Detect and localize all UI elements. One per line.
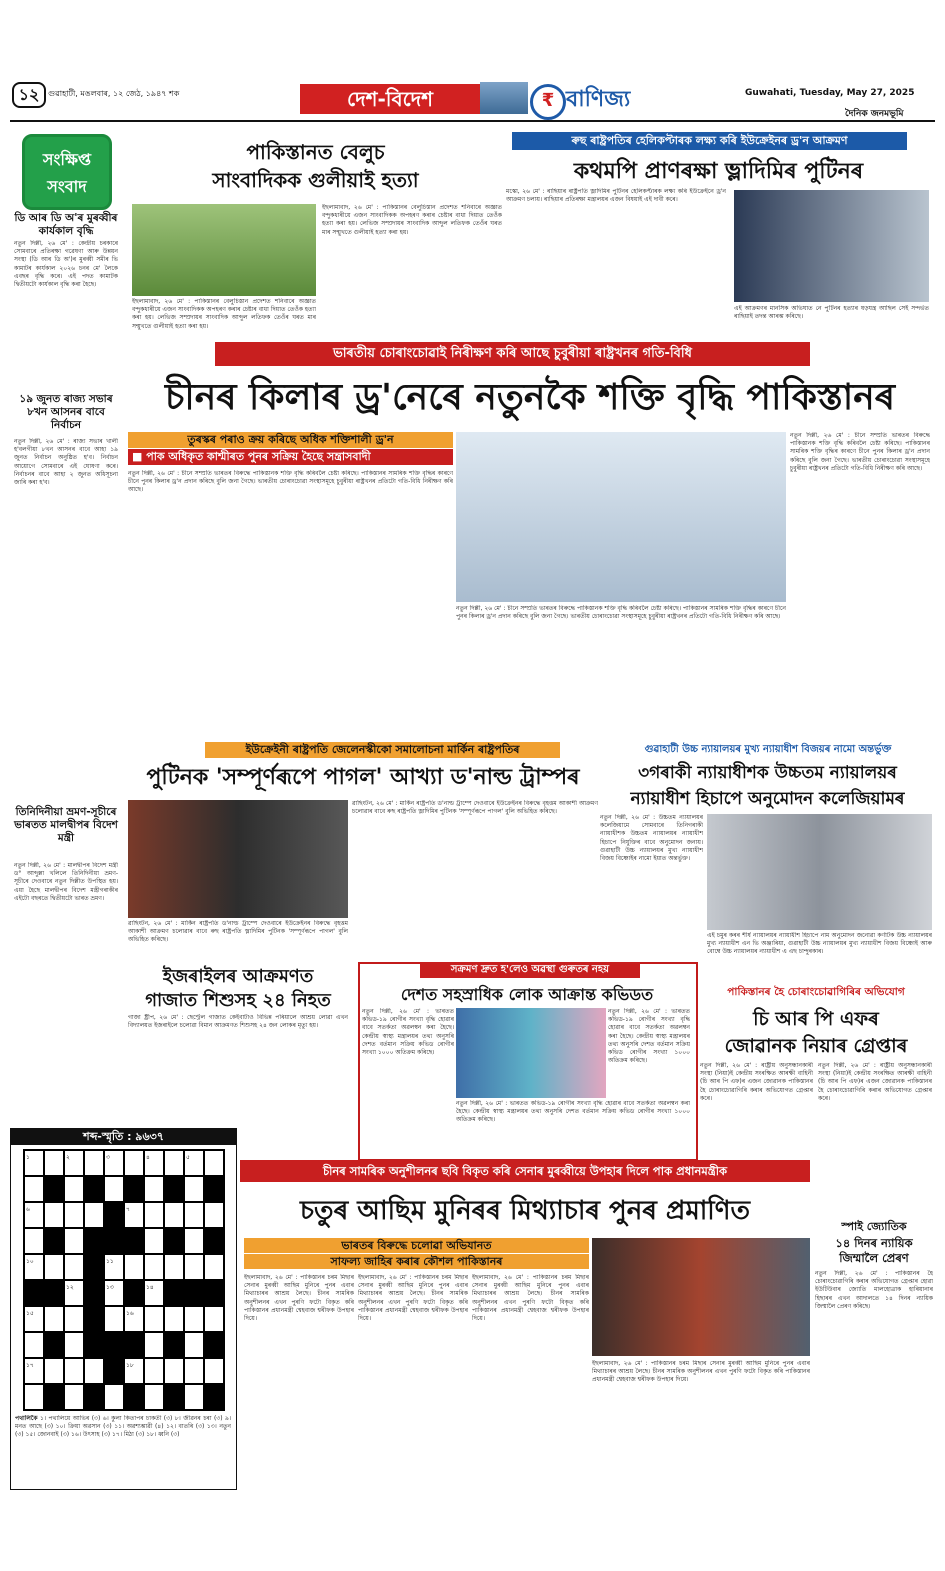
brief-news-2-text: নতুন দিল্লী, ২৬ মে' : ৰাজ্য সভাৰ খালী হ'বলগীয়া ৮খন আসনৰ বাবে আহা ১৯ জুনত নিৰ্বাচন অনুষ্ঠিত হ'ব। নিৰ্বাচন আয়োগে সোমবাৰে এই ঘোষণা কৰে। নিৰ্বাচনৰ বাবে আহা ২ জুনত অধিসূচনা জাৰি কৰা হ'ব। — [14, 438, 118, 487]
covid-photo — [456, 1008, 606, 1098]
story-putin-caption: এই আক্ৰমণৰ মানসিক অভিঘাত নে পুটিনৰ হত্যাৰ ষড়যন্ত্ৰ আছিল সেই সন্দৰ্ভত ৰাছিয়াই তদন্ত আৰম্ভ কৰিছে। — [734, 305, 929, 321]
story-crpf-kicker: পাকিস্তানৰ হৈ চোৰাংচোৱাগিৰিৰ অভিযোগ — [727, 986, 905, 998]
story-judges-text: নতুন দিল্লী, ২৬ মে' : উচ্চতম ন্যায়ালয়ৰ কলেজিয়ামে সোমবাৰে তিনিগৰাকী ন্যায়াধীশক উচ্চতম ন্যায়ালয়ৰ ন্যায়াধীশ হিচাপে নিযুক্তিৰ বাবে অনুমোদন জনায়। গুৱাহাটী উচ্চ ন্যায়ালয়ৰ মুখ্য ন্যায়াধীশ বিজয় বিষ্ণোইৰ নামো ইয়াত অন্তৰ্ভুক্ত। — [600, 814, 703, 863]
story-trump-headline: পুটিনক 'সম্পূৰ্ণৰূপে পাগল' আখ্যা ড'নাল্ড ট্ৰাম্পৰ — [146, 765, 580, 790]
story-trump-caption: ৱাছিংটন, ২৬ মে' : মাৰ্কিন ৰাষ্ট্ৰপতি ড'নাল্ড ট্ৰাম্পে দেওবাৰে ইউক্ৰেইনৰ বিৰুদ্ধে বৃহত্তম আকাশী আক্ৰমণ চলোৱাৰ বাবে ৰুছ ৰাষ্ট্ৰপতি ভ্লাদিমিৰ পুটিনক 'সম্পূৰ্ণৰূপে পাগল' বুলি অভিহিত কৰিছে। — [128, 920, 348, 944]
story-drone-kicker: ভাৰতীয় চোৰাংচোৱাই নিৰীক্ষণ কৰি আছে চুবুৰীয়া ৰাষ্ট্ৰখনৰ গতি-বিধি — [215, 342, 810, 366]
story-munir-text-1: ইছলামাবাদ, ২৬ মে' : পাকিস্তানৰ চৰম মিছাৰ সেনাৰ মুৰব্বী আছিম মুনিৰে পুনৰ এবাৰ মিথ্যাচাৰৰ আশ্ৰয় লৈছে। চীনৰ সামৰিক অনুশীলনৰ এখন পুৰণি ফটো বিকৃত কৰি পাকিস্তানৰ প্ৰধানমন্ত্ৰী শ্বেহবাজ শ্বৰীফক উপহাৰ দিয়ে। — [244, 1274, 354, 1323]
story-gaza-headline-2: গাজাত শিশুসহ ২৪ নিহত — [145, 990, 331, 1011]
story-covid-text-3: নতুন দিল্লী, ২৬ মে' : ভাৰতত কভিড-১৯ ৰোগীৰ সংখ্যা বৃদ্ধি হোৱাৰ বাবে সতৰ্কতা অৱলম্বন কৰা হৈছে। কেন্দ্ৰীয় স্বাস্থ্য মন্ত্ৰালয়ৰ তথ্য অনুসৰি দেশত বৰ্তমান সক্ৰিয় কভিড ৰোগীৰ সংখ্যা ১০০০ অতিক্ৰম কৰিছে। — [608, 1008, 690, 1065]
story-covid-kicker: সক্ৰমণ দ্ৰুত হ'লেও অৱস্থা গুৰুতৰ নহয় — [420, 962, 640, 978]
story-journalist-caption: ইছলামাবাদ, ২৬ মে' : পাকিস্তানৰ বেলুচিস্তান প্ৰদেশত শনিবাৰে অজ্ঞাত বন্দুকধাৰীয়ে এজন সাংবাদিকক অপহৰণ কৰাৰ চেষ্টাৰ বাধা দিয়াত তেওঁক হত্যা কৰা হয়। লেভিজ সম্প্ৰদায়ৰ সাংবাদিক আব্দুল লতিফক তেওঁৰ ঘৰত মাৰ সন্মুখতে গুলীয়াই হত্যা কৰা হয়। — [132, 298, 316, 330]
story-judges-headline-2: ন্যায়াধীশ হিচাপে অনুমোদন কলেজিয়ামৰ — [630, 789, 905, 809]
crossword — [10, 1128, 237, 1490]
brief-news-title-1: সংক্ষিপ্ত — [42, 150, 92, 169]
putin-photo — [734, 190, 929, 302]
story-covid-headline: দেশত সহস্ৰাধিক লোক আক্ৰান্ত কভিডত — [400, 985, 654, 1004]
story-journalist-text: ইছলামাবাদ, ২৬ মে' : পাকিস্তানৰ বেলুচিস্তান প্ৰদেশত শনিবাৰে অজ্ঞাত বন্দুকধাৰীয়ে এজন সাংবাদিকক অপহৰণ কৰাৰ চেষ্টাৰ বাধা দিয়াত তেওঁক হত্যা কৰা হয়। লেভিজ সম্প্ৰদায়ৰ সাংবাদিক আব্দুল লতিফক তেওঁৰ ঘৰত মাৰ সন্মুখতে গুলীয়াই হত্যা কৰা হয়। — [322, 204, 502, 236]
crossword-clues — [15, 1415, 231, 1485]
brief-news-3-text: নতুন দিল্লী, ২৬ মে' : মালদ্বীপৰ বিদেশ মন্ত্ৰী ড° আব্দুল্লা খলিলে তিনিদিনীয়া ভ্ৰমণ-সূচীৰে দেওবাৰে নতুন দিল্লীত উপস্থিত হয়। এয়া হৈছে মালদ্বীপৰ বিদেশ মন্ত্ৰীগৰাকীৰ এইটো বছৰতে দ্বিতীয়টো ভাৰত ভ্ৰমণ। — [14, 862, 118, 902]
story-journalist — [128, 130, 503, 340]
story-spy-text: নতুন দিল্লী, ২৬ মে' : পাকিস্তানৰ হৈ চোৰাংচোৱাগিৰি কৰাৰ অভিযোগত গ্ৰেপ্তাৰ হোৱা ইউটিউবাৰ জ্যোতি মালহোত্ৰাক হাৰিয়ানাৰ হিছাৰৰ এখন আদালতে ১৪ দিনৰ ন্যায়িক জিম্মালৈ প্ৰেৰণ কৰিছে। — [815, 1270, 933, 1310]
date-english: Guwahati, Tuesday, May 27, 2025 — [745, 88, 915, 98]
story-trump-text: ৱাছিংটন, ২৬ মে' : মাৰ্কিন ৰাষ্ট্ৰপতি ড'নাল্ড ট্ৰাম্পে দেওবাৰে ইউক্ৰেইনৰ বিৰুদ্ধে বৃহত্তম আকাশী আক্ৰমণ চলোৱাৰ বাবে ৰুছ ৰাষ্ট্ৰপতি ভ্লাদিমিৰ পুটিনক 'সম্পূৰ্ণৰূপে পাগল' বুলি অভিহিত কৰিছে। — [352, 800, 598, 816]
story-putin-kicker: ৰুছ ৰাষ্ট্ৰপতিৰ হেলিকপ্টাৰক লক্ষ্য কৰি ইউক্ৰেইনৰ ড্ৰ'ন আক্ৰমণ — [512, 132, 907, 150]
page-number: ১২ — [12, 82, 46, 108]
judges-photo — [707, 814, 932, 930]
drone-photo — [456, 432, 786, 602]
story-drone-text-2: নতুন দিল্লী, ২৬ মে' : চীনে সম্প্ৰতি ভাৰতৰ বিৰুদ্ধে পাকিস্তানক শক্তি বৃদ্ধি কৰিবলৈ চেষ্টা কৰিছে। পাকিস্তানৰ সামৰিক শক্তি বৃদ্ধিৰ কাৰণে চীনে পুনৰ কিলাৰ ড্ৰ'ন প্ৰদান কৰিছে বুলি জনা গৈছে। ভাৰতীয় চোৰাংচোৱা সংস্থাসমূহে চুবুৰীয়া ৰাষ্ট্ৰখনৰ প্ৰতিটো গতি-বিধি নিৰীক্ষণ কৰি আছে। — [456, 605, 786, 621]
brief-news-badge — [22, 134, 112, 210]
story-judges-headline-1: ৩গৰাকী ন্যায়াধীশক উচ্চতম ন্যায়ালয়ৰ — [638, 763, 897, 783]
story-journalist-headline-2: সাংবাদিকক গুলীয়াই হত্যা — [212, 168, 419, 192]
story-journalist-headline-1: পাকিস্তানত বেলুচ — [246, 140, 385, 164]
story-covid-text-1: নতুন দিল্লী, ২৬ মে' : ভাৰতত কভিড-১৯ ৰোগীৰ সংখ্যা বৃদ্ধি হোৱাৰ বাবে সতৰ্কতা অৱলম্বন কৰা হৈছে। কেন্দ্ৰীয় স্বাস্থ্য মন্ত্ৰালয়ৰ তথ্য অনুসৰি দেশত বৰ্তমান সক্ৰিয় কভিড ৰোগীৰ সংখ্যা ১০০০ অতিক্ৰম কৰিছে। — [362, 1008, 454, 1057]
story-spy-kicker: স্পাই জ্যোতিক — [841, 1220, 907, 1233]
date-assamese: গুৱাহাটী, মঙলবাৰ, ১২ জেঠ, ১৯৪৭ শক — [48, 89, 180, 98]
story-drone-subhead-1: তুৰস্কৰ পৰাও ক্ৰয় কৰিছে অধিক শক্তিশালী ড্ৰ'ন — [128, 432, 453, 448]
story-gaza-text: গাজা ষ্ট্ৰীপ, ২৬ মে' : ছেণ্ট্ৰেল গাজাত কেইবাটাও বিভিন্ন পৰিয়ালে আশ্ৰয় লোৱা এখন বিদ্যালয়ত ইজৰাইলে চলোৱা বিমান আক্ৰমণত শিশুসহ ২৪ জন লোকৰ মৃত্যু হয়। — [128, 1014, 348, 1030]
leaders-photo — [128, 800, 348, 918]
story-judges-kicker: গুৱাহাটী উচ্চ ন্যায়ালয়ৰ মুখ্য ন্যায়াধীশ বিজয়ৰ নামো অন্তৰ্ভুক্ত — [644, 744, 892, 755]
story-drone-text-3: নতুন দিল্লী, ২৬ মে' : চীনে সম্প্ৰতি ভাৰতৰ বিৰুদ্ধে পাকিস্তানক শক্তি বৃদ্ধি কৰিবলৈ চেষ্টা কৰিছে। পাকিস্তানৰ সামৰিক শক্তি বৃদ্ধিৰ কাৰণে চীনে পুনৰ কিলাৰ ড্ৰ'ন প্ৰদান কৰিছে বুলি জনা গৈছে। ভাৰতীয় চোৰাংচোৱা সংস্থাসমূহে চুবুৰীয়া ৰাষ্ট্ৰখনৰ প্ৰতিটো গতি-বিধি নিৰীক্ষণ কৰি আছে। — [790, 432, 930, 472]
story-spy-headline: ১৪ দিনৰ ন্যায়িক জিম্মালৈ প্ৰেৰণ — [835, 1236, 913, 1265]
story-putin-headline: কথমপি প্ৰাণৰক্ষা ভ্লাদিমিৰ পুটিনৰ — [573, 159, 864, 184]
building-icon — [480, 82, 528, 114]
story-crpf-text-1: নতুন দিল্লী, ২৬ মে' : ৰাষ্ট্ৰীয় অনুসন্ধানকাৰী সংস্থা (নিয়া)ই কেন্দ্ৰীয় সংৰক্ষিত আৰক্ষী বাহিনী (চি আৰ পি এফ)ৰ এজন জোৱানক পাকিস্তানৰ হৈ চোৰাংচোৱাগিৰি কৰাৰ অভিযোগত গ্ৰেপ্তাৰ কৰে। — [700, 1062, 813, 1102]
crossword-title: শব্দ-স্মৃতি : ৯৬৩৭ — [11, 1129, 236, 1145]
brief-news-1-text: নতুন দিল্লী, ২৬ মে' : কেন্দ্ৰীয় চৰকাৰে সোমবাৰে প্ৰতিৰক্ষা গৱেষণা আৰু উন্নয়ন সংস্থা (ডি আৰ ডি অ')ৰ মুৰব্বী সমীৰ ভি কামাটৰ কাৰ্যকাল ২০২৬ চনৰ মে' লৈকে এবছৰ বৃদ্ধি কৰে। এই পদত কামাটক দ্বিতীয়টো কাৰ্যকাল বৃদ্ধি কৰা হৈছে। — [14, 240, 118, 289]
story-munir-kicker: চীনৰ সামৰিক অনুশীলনৰ ছবি বিকৃত কৰি সেনাৰ মুৰব্বীয়ে উপহাৰ দিলে পাক প্ৰধানমন্ত্ৰীক — [240, 1160, 810, 1182]
story-munir-headline: চতুৰ আছিম মুনিৰৰ মিথ্যাচাৰ পুনৰ প্ৰমাণিত — [300, 1196, 750, 1226]
journalist-photo — [132, 204, 316, 296]
story-gaza-headline-1: ইজৰাইলৰ আক্ৰমণত — [162, 966, 314, 987]
story-munir-text-4: ইছলামাবাদ, ২৬ মে' : পাকিস্তানৰ চৰম মিছাৰ সেনাৰ মুৰব্বী আছিম মুনিৰে পুনৰ এবাৰ মিথ্যাচাৰৰ আশ্ৰয় লৈছে। চীনৰ সামৰিক অনুশীলনৰ এখন পুৰণি ফটো বিকৃত কৰি পাকিস্তানৰ প্ৰধানমন্ত্ৰী শ্বেহবাজ শ্বৰীফক উপহাৰ দিয়ে। — [592, 1360, 810, 1384]
story-putin — [506, 130, 931, 340]
brief-news-1-head: ডি আৰ ডি অ'ৰ মুৰব্বীৰ কাৰ্যকাল বৃদ্ধি — [14, 212, 118, 237]
crossword-grid[interactable]: ১ ২ ৩ ৪ ৫ ৬ ৭ ১০ ১১ ১২ ১৩ ১৪ ১৫ ১৬ ১৭ ১৮ — [23, 1149, 225, 1411]
story-judges-caption: এই চমুৰ কৰৰ শীৰ্ষ ন্যায়ালয়ৰ ন্যায়াধীশ হিচাপে নাম অনুমোদন জনোৱা কৰ্ণাটক উচ্চ ন্যায়ালয়ৰ মুখ্য ন্যায়াধীশ এন ভি অঞ্জাৰিয়া, গুৱাহাটী উচ্চ ন্যায়ালয়ৰ মুখ্য ন্যায়াধীশ বিজয় বিষ্ণোই আৰু বোম্বে উচ্চ ন্যায়ালয়ৰ ন্যায়াধীশ এ এছ চান্দুৰকাৰ। — [707, 932, 932, 956]
paper-name: দৈনিক জনমভূমি — [845, 109, 904, 119]
story-crpf-headline-2: জোৱানক নিয়াৰ গ্ৰেপ্তাৰ — [724, 1035, 908, 1057]
story-covid-text-2: নতুন দিল্লী, ২৬ মে' : ভাৰতত কভিড-১৯ ৰোগীৰ সংখ্যা বৃদ্ধি হোৱাৰ বাবে সতৰ্কতা অৱলম্বন কৰা হৈছে। কেন্দ্ৰীয় স্বাস্থ্য মন্ত্ৰালয়ৰ তথ্য অনুসৰি দেশত বৰ্তমান সক্ৰিয় কভিড ৰোগীৰ সংখ্যা ১০০০ অতিক্ৰম কৰিছে। — [456, 1100, 690, 1124]
crossword-cell[interactable]: ১ — [24, 1150, 44, 1176]
section-left-title: দেশ-বিদেশ — [300, 84, 480, 114]
story-trump-kicker: ইউক্ৰেইনী ৰাষ্ট্ৰপতি জেলেনস্কীকো সমালোচনা মাৰ্কিন ৰাষ্ট্ৰপতিৰ — [205, 742, 560, 758]
section-right-title: বাণিজ্য — [566, 87, 631, 112]
story-munir-subhead-1: ভাৰতৰ বিৰুদ্ধে চলোৱা অভিযানত — [244, 1238, 589, 1253]
header-rule — [10, 120, 935, 122]
munir-photo — [592, 1238, 810, 1356]
story-munir-text-2: ইছলামাবাদ, ২৬ মে' : পাকিস্তানৰ চৰম মিছাৰ সেনাৰ মুৰব্বী আছিম মুনিৰে পুনৰ এবাৰ মিথ্যাচাৰৰ আশ্ৰয় লৈছে। চীনৰ সামৰিক অনুশীলনৰ এখন পুৰণি ফটো বিকৃত কৰি পাকিস্তানৰ প্ৰধানমন্ত্ৰী শ্বেহবাজ শ্বৰীফক উপহাৰ দিয়ে। — [358, 1274, 468, 1323]
crossword-clues-head: পথালিকৈ — [15, 1415, 38, 1422]
story-munir-text-3: ইছলামাবাদ, ২৬ মে' : পাকিস্তানৰ চৰম মিছাৰ সেনাৰ মুৰব্বী আছিম মুনিৰে পুনৰ এবাৰ মিথ্যাচাৰৰ আশ্ৰয় লৈছে। চীনৰ সামৰিক অনুশীলনৰ এখন পুৰণি ফটো বিকৃত কৰি পাকিস্তানৰ প্ৰধানমন্ত্ৰী শ্বেহবাজ শ্বৰীফক উপহাৰ দিয়ে। — [472, 1274, 589, 1323]
story-drone-headline: চীনৰ কিলাৰ ড্ৰ'নেৰে নতুনকৈ শক্তি বৃদ্ধি পাকিস্তানৰ — [164, 377, 895, 418]
masthead — [0, 78, 945, 128]
brief-news-3-head: তিনিদিনীয়া ভ্ৰমণ-সূচীৰে ভাৰতত মালদ্বীপৰ বিদেশ মন্ত্ৰী — [14, 806, 118, 844]
story-munir-subhead-2: সাফল্য জাহিৰ কৰাৰ কৌশল পাকিস্তানৰ — [244, 1254, 589, 1269]
story-drone-text-1: নতুন দিল্লী, ২৬ মে' : চীনে সম্প্ৰতি ভাৰতৰ বিৰুদ্ধে পাকিস্তানক শক্তি বৃদ্ধি কৰিবলৈ চেষ্টা কৰিছে। পাকিস্তানৰ সামৰিক শক্তি বৃদ্ধিৰ কাৰণে চীনে পুনৰ কিলাৰ ড্ৰ'ন প্ৰদান কৰিছে বুলি জনা গৈছে। ভাৰতীয় চোৰাংচোৱা সংস্থাসমূহে চুবুৰীয়া ৰাষ্ট্ৰখনৰ প্ৰতিটো গতি-বিধি নিৰীক্ষণ কৰি আছে। — [128, 470, 453, 494]
crossword-clues-text: ১। পথালিয়ে আভিৰ (৩) ৬। কুলা কিতাপৰ চাকতী (৩) ৮। জীৱনৰ চৰা (৩) ৯। মনত আছে (৩) ১০। ক্ৰিয়া অৱসান (৩) ১১। অৱশ্যম্ভাৱী (৪) ১২। বাতৰি (৩) ১৩। নতুন (৩) ১৫। জোনবাই (৩) ১৬। উৎসাহ (৩) ১৭। মিঠা (৩) ১৮। ধ্বনি (৩) — [15, 1415, 231, 1439]
story-crpf-text-2: নতুন দিল্লী, ২৬ মে' : ৰাষ্ট্ৰীয় অনুসন্ধানকাৰী সংস্থা (নিয়া)ই কেন্দ্ৰীয় সংৰক্ষিত আৰক্ষী বাহিনী (চি আৰ পি এফ)ৰ এজন জোৱানক পাকিস্তানৰ হৈ চোৰাংচোৱাগিৰি কৰাৰ অভিযোগত গ্ৰেপ্তাৰ কৰে। — [818, 1062, 932, 1102]
brief-news-2-head: ১৯ জুনত ৰাজ্য সভাৰ ৮খন আসনৰ বাবে নিৰ্বাচন — [19, 393, 113, 431]
story-crpf-headline-1: চি আৰ পি এফৰ — [753, 1008, 879, 1030]
story-putin-text: মস্কো, ২৬ মে' : ৰাছিয়াৰ ৰাষ্ট্ৰপতি ভ্লাদিমিৰ পুটিনৰ হেলিকপ্টাৰক লক্ষ্য কৰি ইউক্ৰেইনে ড্ৰ'ন আক্ৰমণ চলায়। ৰাছিয়াৰ প্ৰতিৰক্ষা মন্ত্ৰালয়ৰ এজন বিষয়াই এই দাবী কৰে। — [506, 188, 726, 204]
brief-news-title-2: সংবাদ — [47, 177, 87, 196]
story-drone-subhead-2: ■ পাক অধিকৃত কাশ্মীৰত পুনৰ সক্ৰিয় হৈছে সন্ত্ৰাসবাদী — [128, 449, 453, 465]
rupee-icon: ₹ — [530, 84, 566, 120]
